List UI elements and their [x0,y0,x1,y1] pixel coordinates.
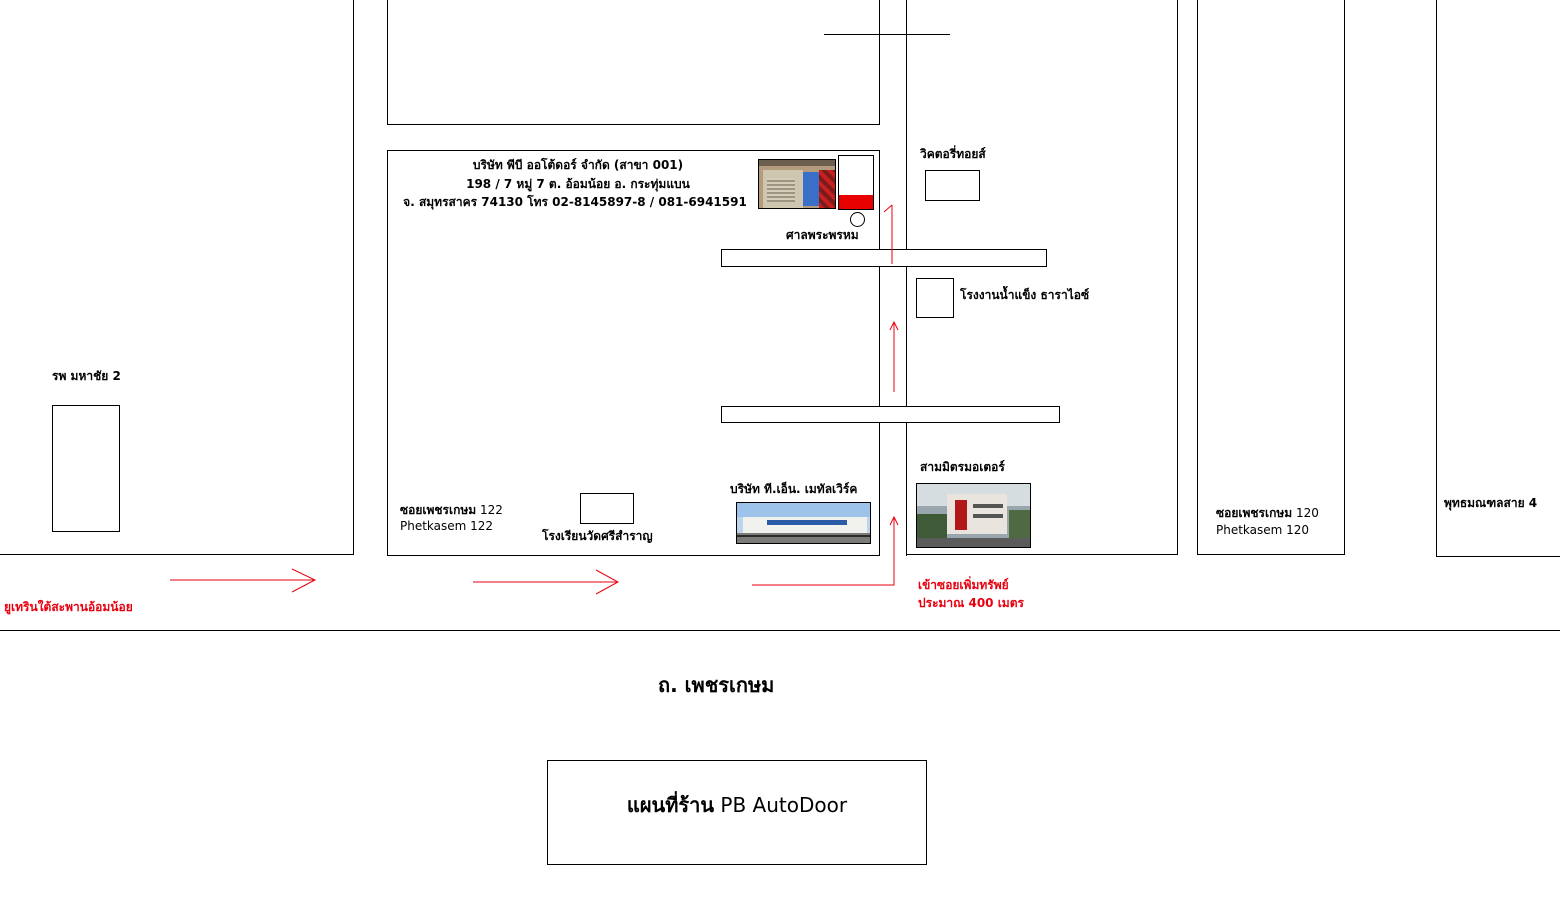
school-label: โรงเรียนวัดศรีสำราญ [542,529,653,543]
map-title [548,793,926,817]
map-title-english: PB AutoDoor [720,793,848,817]
soi-120-number: 120 [1296,506,1319,520]
map-title-thai: แผนที่ร้าน [626,793,715,817]
soi-122-number: 122 [480,503,503,517]
ice-factory-label: โรงงานน้ำแข็ง ธาราไอซ์ [960,288,1090,302]
victory-toys-label: วิคตอรี่ทอยส์ [920,147,986,161]
soi-122-english: Phetkasem 122 [400,519,494,533]
soi-120-label [1216,506,1319,521]
soi-122-label [400,503,503,518]
company-name: บริษัท พีบี ออโต้ดอร์ จำกัด (สาขา 001) [472,158,684,172]
enter-soi-label: เข้าซอยเพิ่มทรัพย์ [918,578,1009,592]
shrine-label: ศาลพระพรหม [786,228,859,242]
company-address-line1: 198 / 7 หมู่ 7 ต. อ้อมน้อย อ. กระทุ่มแบน [466,177,690,191]
uturn-label: ยูเทรินใต้สะพานอ้อมน้อย [4,600,133,614]
soi-120-thai: ซอยเพชรเกษม [1216,506,1293,520]
hospital-label: รพ มหาชัย 2 [52,369,121,383]
company-address-line2: จ. สมุทรสาคร 74130 โทร 02-8145897-8 / 081-6941591 [403,195,747,209]
soi-120-english: Phetkasem 120 [1216,523,1310,537]
map-title-box [547,760,927,865]
sammit-motor-label: สามมิตรมอเตอร์ [920,460,1005,474]
soi-122-thai: ซอยเพชรเกษม [400,503,477,517]
phutthamonthon-label: พุทธมณฑลสาย 4 [1444,496,1538,510]
distance-label: ประมาณ 400 เมตร [918,596,1024,610]
tn-metal-label: บริษัท ที.เอ็น. เมทัลเวิร์ค [730,482,858,496]
main-road-label: ถ. เพชรเกษม [658,673,775,697]
